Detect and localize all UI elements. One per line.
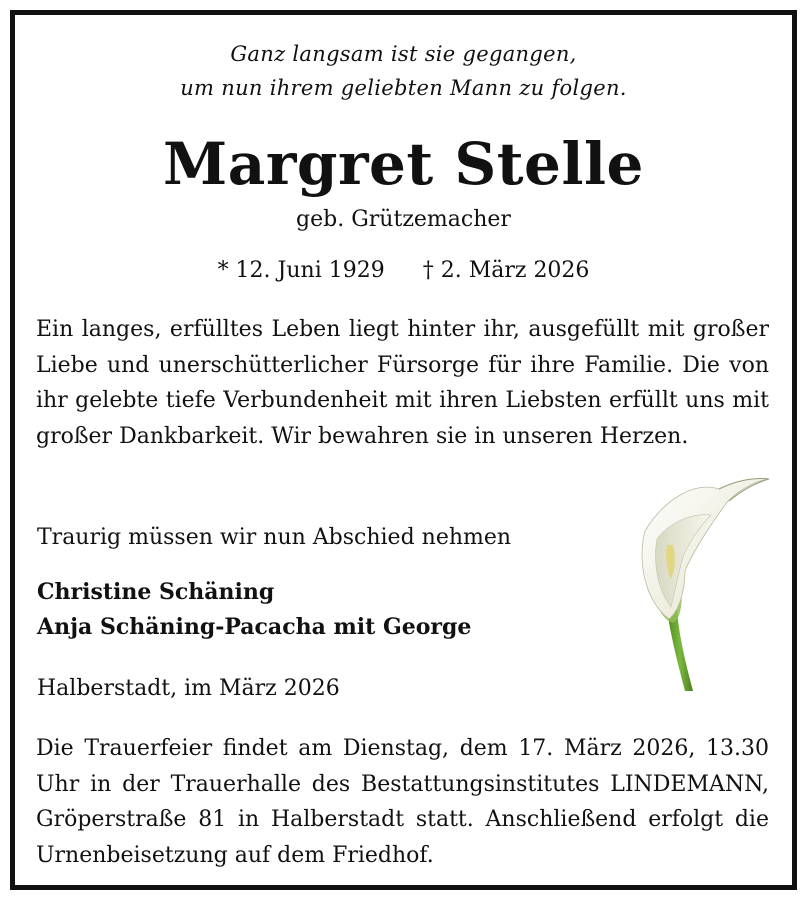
deceased-name: Margret Stelle [163, 130, 644, 198]
calla-lily-icon [623, 461, 773, 693]
farewell-line: Traurig müssen wir nun Abschied nehmen [37, 525, 512, 550]
tribute-text: Ein langes, erfülltes Leben liegt hinter ihr, ausgefüllt mit großer Liebe und unerschütterlicher Fürsorge für ihre Familie. Die von ihr gelebte tiefe Verbundenheit mit ihren Liebsten erfüllt uns mit großer Dankbarkeit. Wir bewahren sie in unseren Herzen. [36, 317, 769, 449]
place-and-date: Halberstadt, im März 2026 [37, 676, 340, 701]
birth-date: * 12. Juni 1929 [217, 258, 385, 283]
life-dates [15, 255, 792, 287]
obituary-frame [10, 10, 797, 890]
maiden-name: geb. Grützemacher [296, 207, 511, 232]
mourner-name: Christine Schäning [37, 579, 275, 605]
death-date: † 2. März 2026 [422, 258, 590, 283]
motto [15, 37, 792, 105]
service-notice: Die Trauerfeier findet am Dienstag, dem 17. März 2026, 13.30 Uhr in der Trauerhalle des Bestattungsinstitutes LINDEMANN, Gröperstraße 81 in Halberstadt statt. Anschließend erfolgt die Urnenbeisetzung auf dem Friedhof. [36, 736, 769, 868]
mourners-list [37, 575, 471, 645]
mourner-name: Anja Schäning-Pacacha mit George [37, 614, 472, 640]
motto-line-1: Ganz langsam ist sie gegangen, [230, 42, 577, 66]
motto-line-2: um nun ihrem geliebten Mann zu folgen. [180, 76, 627, 100]
